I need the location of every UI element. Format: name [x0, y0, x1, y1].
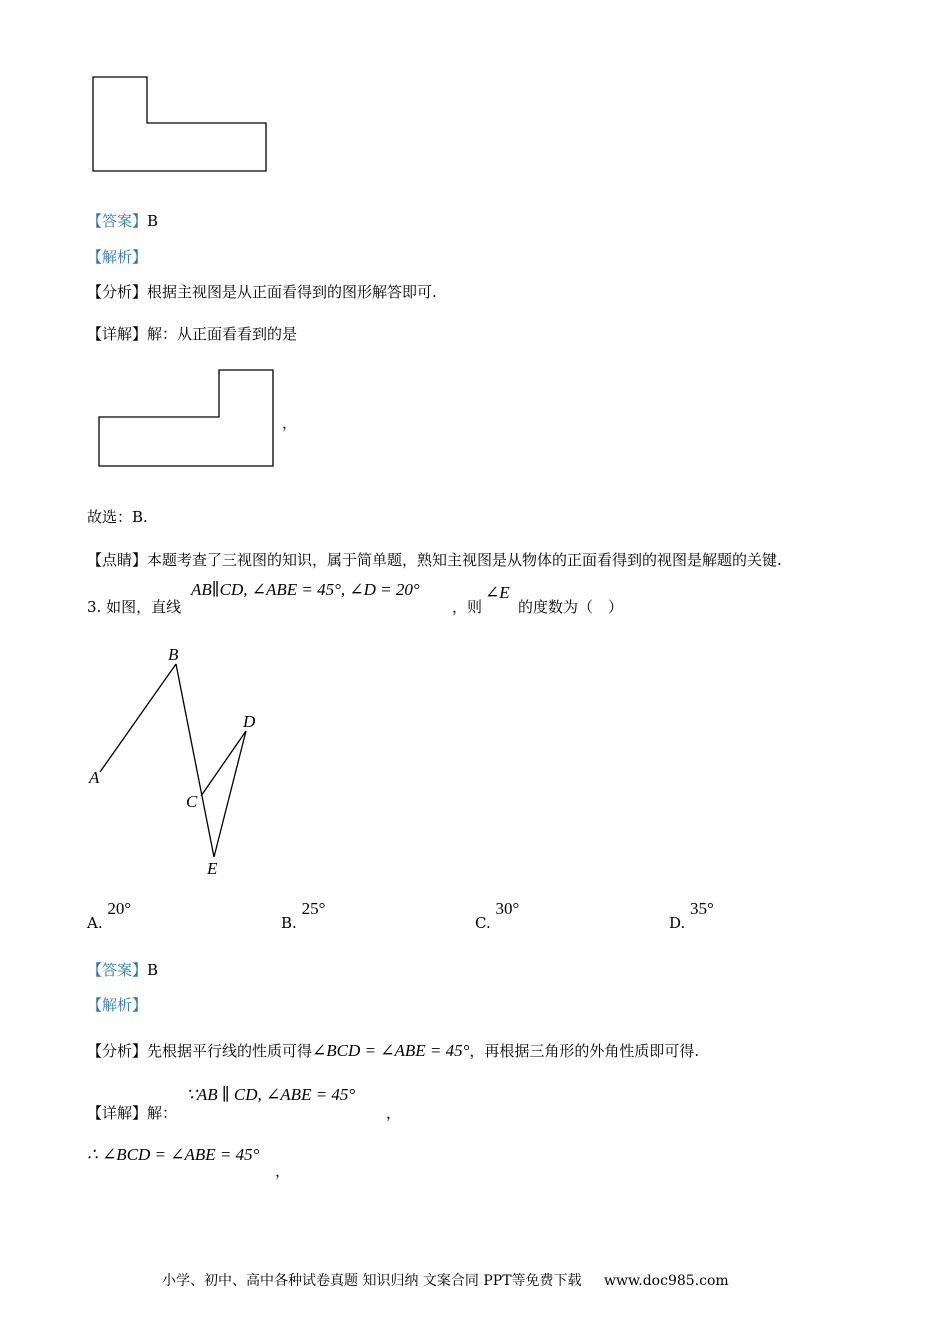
- option-a-letter: A.: [87, 914, 103, 932]
- option-d-letter: D.: [669, 914, 686, 932]
- q3-condition: AB∥CD, ∠ABE = 45°, ∠D = 20°: [191, 580, 420, 599]
- q3-fenxi-tag: 【分析】: [87, 1042, 148, 1060]
- q3-answer-value: B: [147, 961, 159, 979]
- q3-fenxi-math: ∠BCD = ∠ABE = 45°: [312, 1041, 470, 1060]
- q3-detail-lead: 解：: [147, 1104, 178, 1122]
- label-a: A: [89, 768, 100, 787]
- analysis-tag: 【解析】: [87, 248, 148, 266]
- q3-fenxi-a: 先根据平行线的性质可得: [147, 1042, 313, 1060]
- detail-text: 解：从正面看看到的是: [147, 325, 298, 343]
- label-e: E: [207, 859, 218, 878]
- label-c: C: [186, 792, 198, 811]
- option-b-letter: B.: [281, 914, 297, 932]
- option-b-value: 25°: [301, 899, 326, 918]
- segment-cd: [201, 731, 246, 796]
- option-c: [475, 899, 520, 932]
- fenxi-text: 根据主视图是从正面看得到的图形解答即可.: [147, 283, 437, 301]
- answer-tag: 【答案】: [87, 212, 148, 230]
- q3-step2-comma: ，: [275, 1162, 291, 1180]
- fenxi-tag: 【分析】: [87, 283, 148, 301]
- q3-fenxi-line: [87, 1040, 699, 1061]
- option-d-value: 35°: [690, 899, 714, 918]
- segment-be: [176, 664, 214, 857]
- option-b: [281, 899, 326, 932]
- footer-site[interactable]: www.doc985.com: [603, 1273, 729, 1289]
- q3-mid: ，则: [452, 598, 483, 616]
- answer-value: B: [147, 212, 159, 230]
- q3-answer-line: [87, 959, 158, 980]
- q3-tail: 的度数为（ ）: [518, 598, 624, 616]
- detail-tag: 【详解】: [87, 325, 148, 343]
- label-b: B: [168, 645, 179, 664]
- comment-text: 本题考查了三视图的知识，属于简单题，熟知主视图是从物体的正面看得到的视图是解题的关键.: [147, 551, 782, 569]
- q3-detail-line: [87, 1102, 177, 1123]
- q3-fenxi-b: ，再根据三角形的外角性质即可得.: [469, 1042, 700, 1060]
- q3-detail-tag: 【详解】: [87, 1104, 148, 1122]
- segment-ab: [100, 664, 176, 772]
- q3-analysis-tag: 【解析】: [87, 996, 148, 1014]
- option-d: [669, 899, 714, 932]
- option-a-value: 20°: [107, 899, 132, 918]
- footer-text: 小学、初中、高中各种试卷真题 知识归纳 文案合同 PPT等免费下载: [162, 1273, 582, 1289]
- comment-tag: 【点睛】: [87, 551, 148, 569]
- footer: [162, 1270, 729, 1290]
- segment-de: [214, 731, 246, 857]
- choose-line: 故选：B.: [87, 508, 148, 526]
- option-c-letter: C.: [475, 914, 491, 932]
- option-a: [87, 899, 132, 932]
- label-d: D: [243, 712, 256, 731]
- q3-answer-tag: 【答案】: [87, 961, 148, 979]
- q3-step2: ∴ ∠BCD = ∠ABE = 45°: [87, 1145, 260, 1164]
- option-c-value: 30°: [495, 899, 520, 918]
- figure-comma: ，: [282, 414, 298, 432]
- q3-step1: ∵AB ∥ CD, ∠ABE = 45°: [186, 1085, 356, 1104]
- q3-angle: ∠E: [485, 583, 510, 602]
- q3-lead: 3. 如图，直线: [87, 598, 182, 616]
- q3-step1-comma: ，: [386, 1104, 402, 1122]
